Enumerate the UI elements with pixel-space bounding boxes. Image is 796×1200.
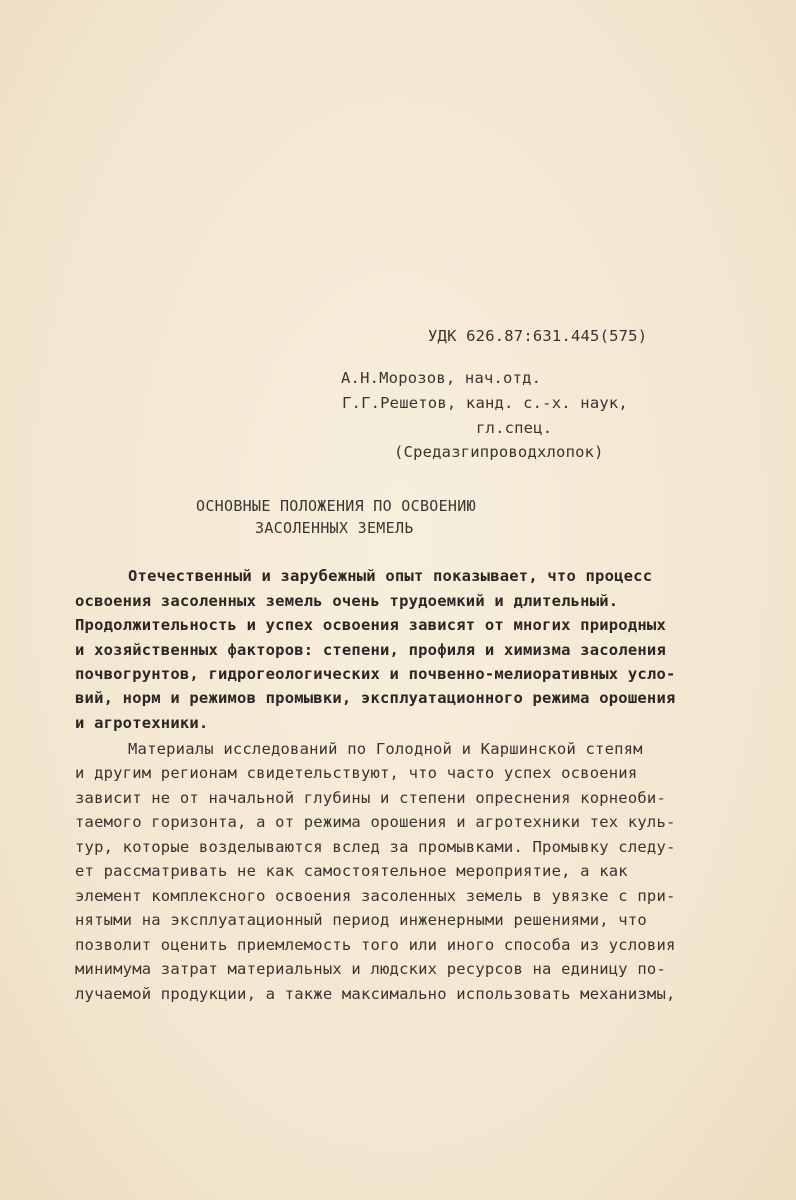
author-1: А.Н.Морозов, нач.отд. [341, 369, 542, 387]
paragraph-1-line-3: Продолжительность и успех освоения зависят от многих природных [75, 616, 666, 634]
paragraph-2-line-1: Материалы исследований по Голодной и Каршинской степям [128, 740, 643, 758]
paragraph-2-line-8: нятыми на эксплуатационный период инженерными решениями, что [75, 911, 647, 929]
paragraph-2-line-9: позволит оценить приемлемость того или иного способа из условия [75, 936, 676, 954]
paragraph-1-line-2: освоения засоленных земель очень трудоемкий и длительный. [75, 592, 619, 610]
paragraph-1-line-4: и хозяйственных факторов: степени, профиля и химизма засоления [75, 641, 666, 659]
paragraph-2-line-11: лучаемой продукции, а также максимально использовать механизмы, [75, 985, 676, 1003]
paragraph-2-line-10: минимума затрат материальных и людских ресурсов на единицу по- [75, 960, 666, 978]
title-line-2: ЗАСОЛЕННЫХ ЗЕМЕЛЬ [255, 519, 414, 537]
author-2-position: гл.спец. [476, 419, 553, 437]
paragraph-2-line-6: ет рассматривать не как самостоятельное мероприятие, а как [75, 862, 628, 880]
udk-code: УДК 626.87:631.445(575) [428, 327, 648, 345]
paragraph-1-line-5: почвогрунтов, гидрогеологических и почвенно-мелиоративных усло- [75, 665, 676, 683]
paragraph-2-line-2: и другим регионам свидетельствуют, что часто успех освоения [75, 764, 638, 782]
paragraph-2-line-4: таемого горизонта, а от режима орошения и агротехники тех куль- [75, 813, 676, 831]
organization: (Средазгипроводхлопок) [394, 443, 604, 461]
author-2: Г.Г.Решетов, канд. с.-х. наук, [342, 394, 628, 412]
paragraph-1-line-1: Отечественный и зарубежный опыт показывает, что процесс [128, 567, 653, 585]
title-line-1: ОСНОВНЫЕ ПОЛОЖЕНИЯ ПО ОСВОЕНИЮ [196, 497, 476, 515]
paragraph-1-line-6: вий, норм и режимов промывки, эксплуатационного режима орошения [75, 689, 676, 707]
paragraph-2-line-3: зависит не от начальной глубины и степени опреснения корнеоби- [75, 789, 666, 807]
paragraph-1-line-7: и агротехники. [75, 714, 209, 732]
paragraph-2-line-5: тур, которые возделываются вслед за промывками. Промывку следу- [75, 838, 676, 856]
paragraph-2-line-7: элемент комплексного освоения засоленных земель в увязке с при- [75, 887, 676, 905]
